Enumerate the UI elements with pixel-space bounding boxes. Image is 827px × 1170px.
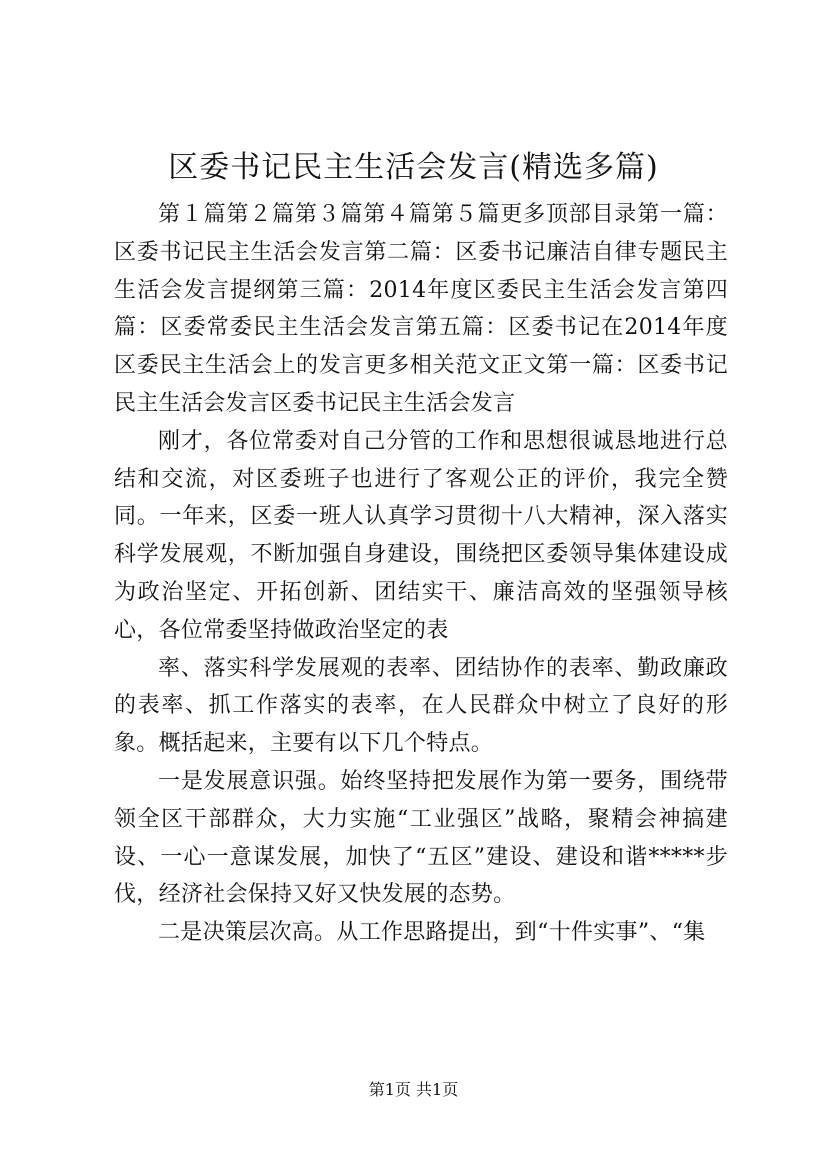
paragraph-point-one: 一是发展意识强。始终坚持把发展作为第一要务，围绕带领全区干部群众，大力实施“工业强区”战略，聚精会神搞建设、一心一意谋发展，加快了“五区”建设、建设和谐*****步伐，经济社会保持又好又快发展的态势。 (114, 768, 728, 908)
paragraph-point-two: 二是决策层次高。从工作思路提出，到“十件实事”、“集 (158, 920, 706, 946)
paragraph-opening: 刚才，各位常委对自己分管的工作和思想很诚恳地进行总结和交流，对区委班子也进行了客观公正的评价，我完全赞同。一年来，区委一班人认真学习贯彻十八大精神，深入落实科学发展观，不断加强自身建设，围绕把区委领导集体建设成为政治坚定、开拓创新、团结实干、廉洁高效的坚强领导核心，各位常委坚持做政治坚定的表 (114, 428, 728, 643)
document-body (114, 196, 728, 952)
document-title: 区委书记民主生活会发言(精选多篇) (168, 150, 659, 185)
page-footer: 第1页 共1页 (368, 1080, 459, 1099)
paragraph-table-of-contents: 第１篇第２篇第３篇第４篇第５篇更多顶部目录第一篇：区委书记民主生活会发言第二篇：区委书记廉洁自律专题民主生活会发言提纲第三篇：2014年度区委民主生活会发言第四篇：区委常委民主生活会发言第五篇：区委书记在2014年度区委民主生活会上的发言更多相关范文正文第一篇：区委书记民主生活会发言区委书记民主生活会发言 (114, 202, 728, 416)
paragraph-summary: 率、落实科学发展观的表率、团结协作的表率、勤政廉政的表率、抓工作落实的表率，在人民群众中树立了良好的形象。概括起来，主要有以下几个特点。 (114, 655, 728, 757)
